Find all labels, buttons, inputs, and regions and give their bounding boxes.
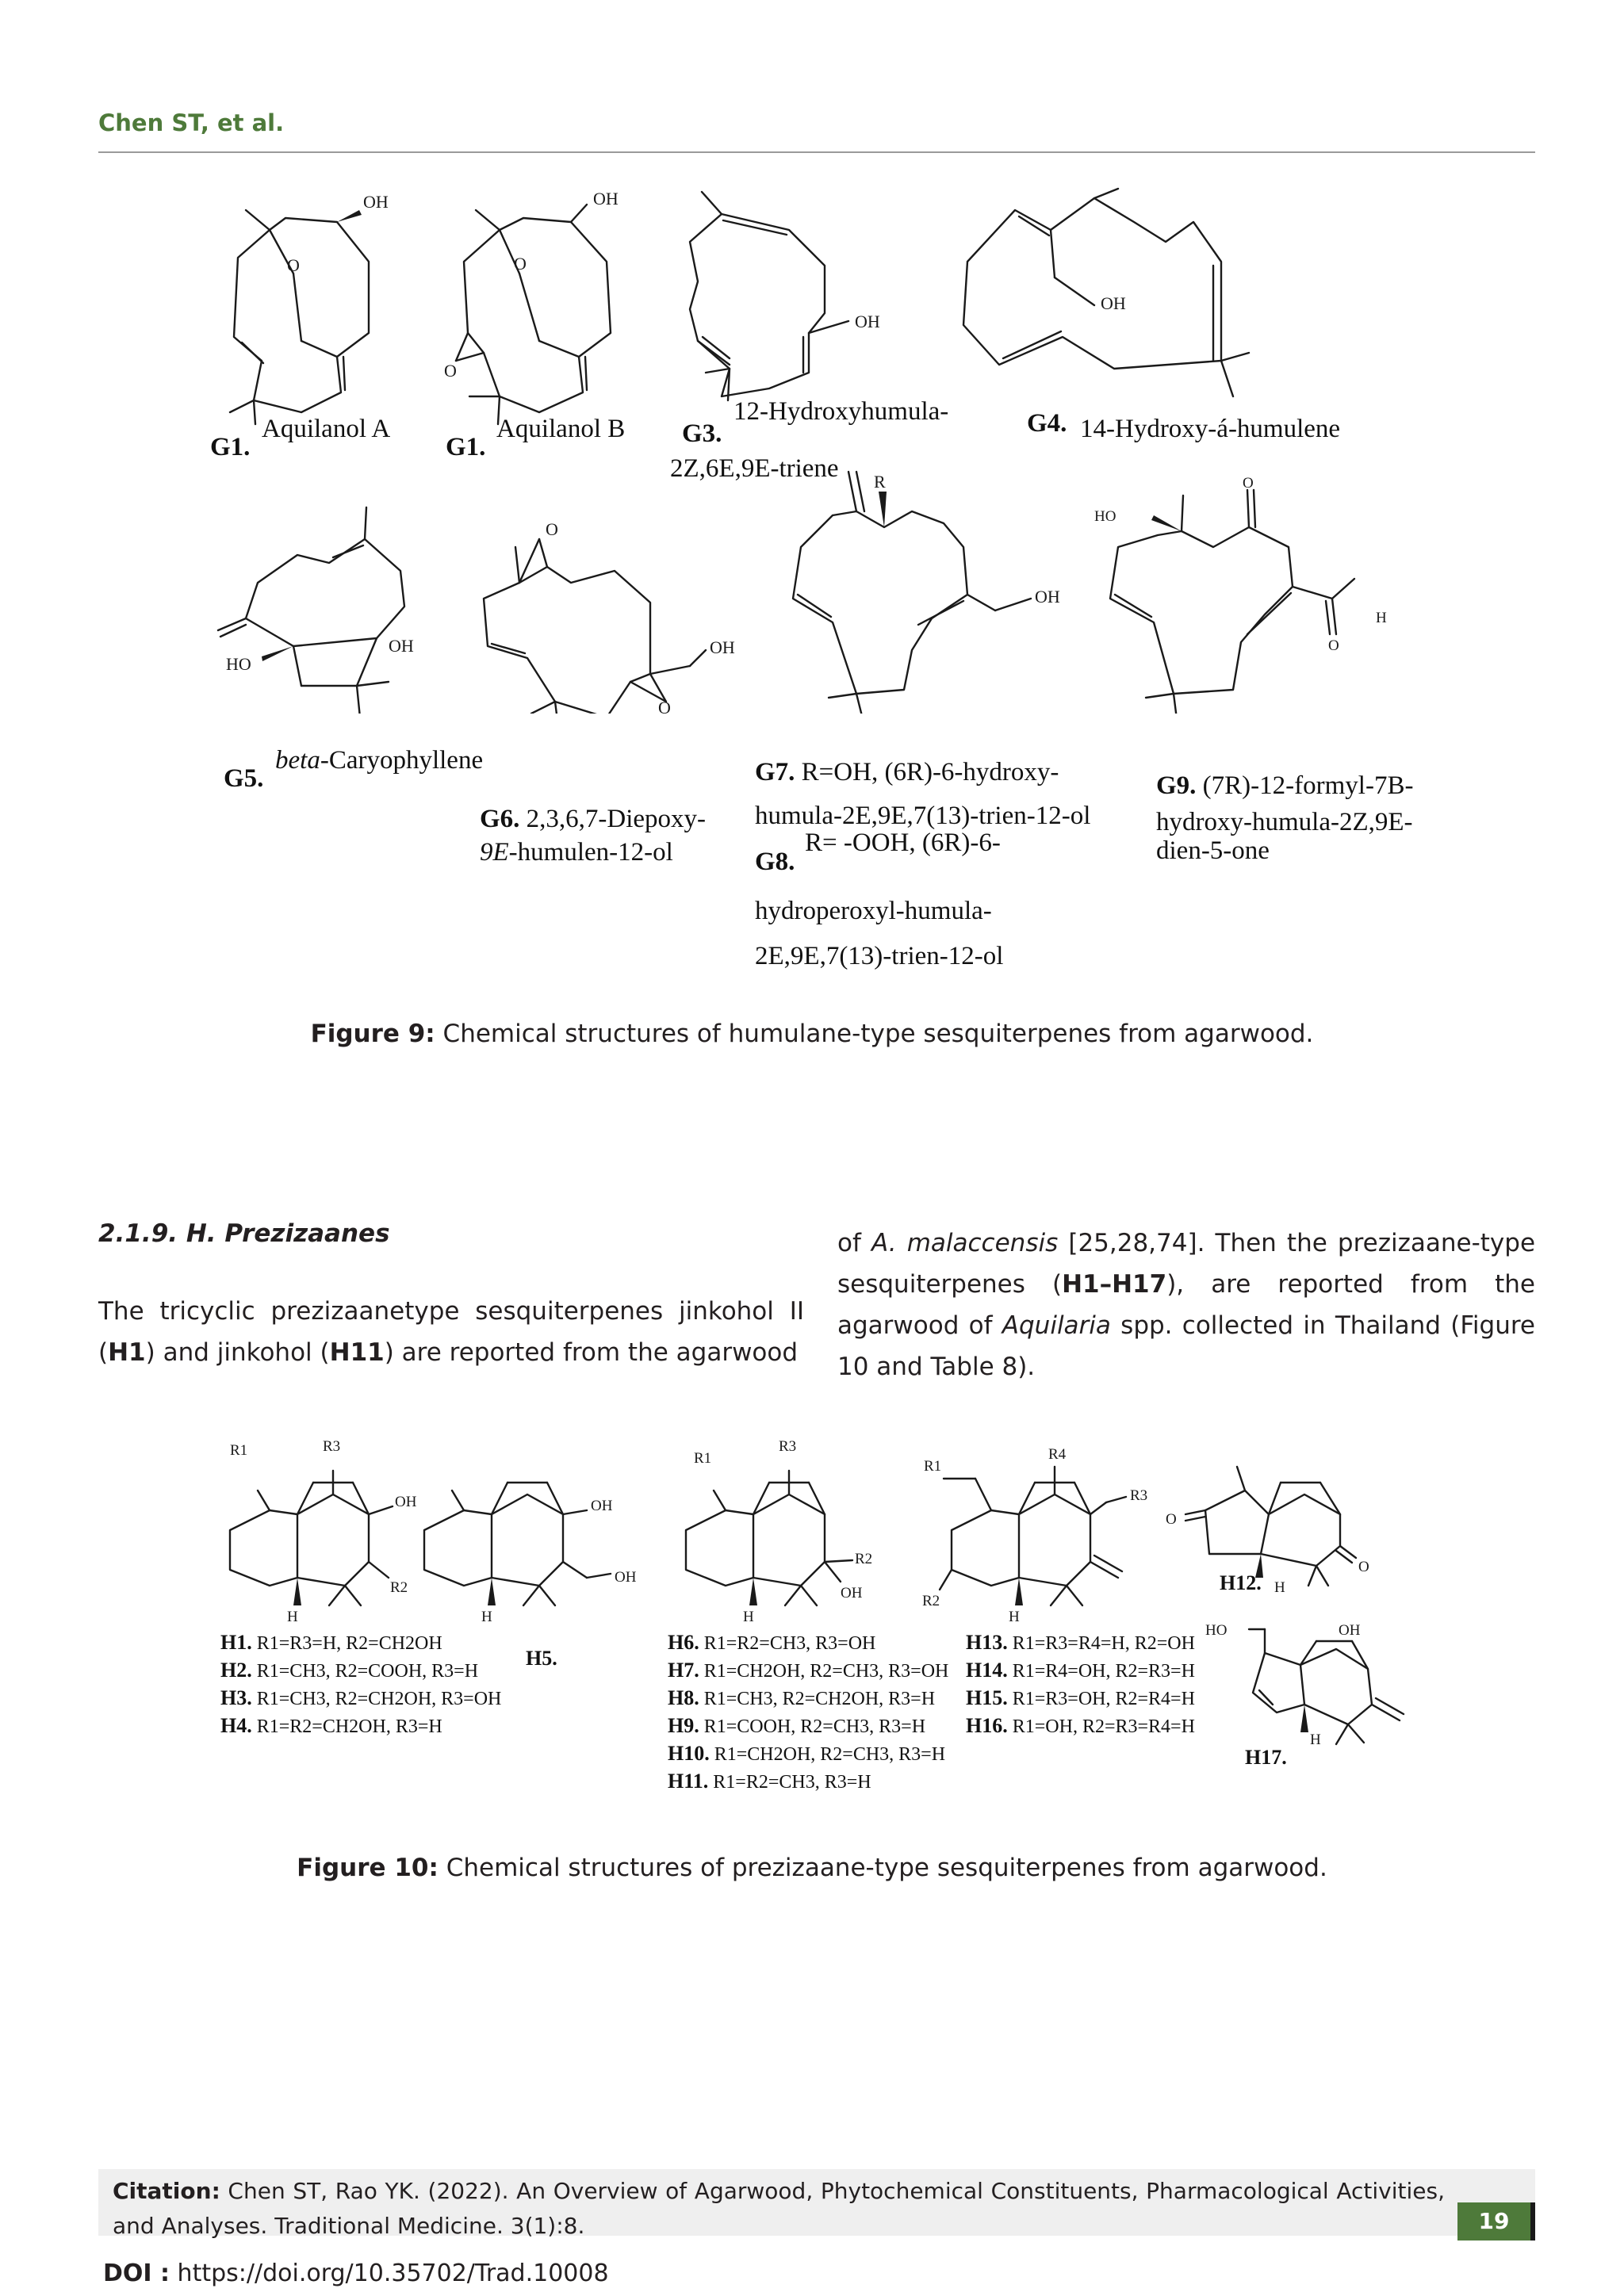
caption-g4: G4.	[1027, 409, 1067, 438]
list-item: H6. R1=R2=CH3, R3=OH	[668, 1631, 876, 1654]
figure9-caption: Figure 9: Chemical structures of humulane-type sesquiterpenes from agarwood.	[310, 1020, 1314, 1048]
caption-g6-name2: 9E-humulen-12-ol	[480, 838, 673, 867]
atom-r2: R2	[922, 1593, 940, 1609]
list-item: H15. R1=R3=OH, R2=R4=H	[966, 1686, 1195, 1709]
structure-g1-aquilanol-b	[444, 189, 619, 424]
paragraph-right: of A. malaccensis [25,28,74]. Then the prezizaane-type sesquiterpenes (H1–H17), are reported from the agarwood of Aquilaria spp. collected in Thailand (Figure 10 and Table 8).	[837, 1229, 1536, 1381]
structure-h6-h11	[686, 1438, 872, 1625]
atom-h: H	[481, 1609, 492, 1625]
structure-h13-h16	[922, 1446, 1147, 1625]
atom-oh: OH	[1101, 293, 1126, 313]
atom-o: O	[1328, 637, 1339, 654]
list-item: H16. R1=OH, R2=R3=R4=H	[966, 1714, 1195, 1737]
structure-h17	[1205, 1622, 1404, 1748]
figure10-h5-label: H5.	[526, 1647, 557, 1670]
atom-o: O	[1166, 1511, 1177, 1528]
atom-o: O	[546, 519, 558, 539]
atom-r4: R4	[1048, 1446, 1067, 1463]
structure-h12	[1166, 1467, 1369, 1596]
caption-g8-name3: 2E,9E,7(13)-trien-12-ol	[755, 942, 1004, 970]
structure-h1-h4	[230, 1438, 417, 1625]
figure10-caption: Figure 10: Chemical structures of prezizaane-type sesquiterpenes from agarwood.	[297, 1854, 1327, 1882]
caption-g9-name3: dien-5-one	[1156, 836, 1270, 865]
structure-g3	[690, 192, 880, 400]
figure10-group2-list	[668, 1629, 948, 1796]
atom-oh: OH	[615, 1569, 637, 1586]
atom-oh: OH	[710, 637, 735, 657]
page-number: 19	[1457, 2202, 1530, 2241]
atom-h: H	[743, 1609, 754, 1625]
caption-g8-name1: R= -OOH, (6R)-6-	[805, 828, 1001, 857]
doi-line: DOI : https://doi.org/10.35702/Trad.10008	[103, 2260, 609, 2287]
figure10-group1-list	[220, 1629, 501, 1740]
atom-r3: R3	[323, 1438, 341, 1455]
atom-o: O	[444, 361, 457, 381]
atom-h: H	[287, 1609, 298, 1625]
figure10-h12-label: H12.	[1220, 1571, 1262, 1594]
list-item: H4. R1=R2=CH2OH, R3=H	[220, 1714, 442, 1737]
list-item: H14. R1=R4=OH, R2=R3=H	[966, 1659, 1195, 1682]
atom-r2: R2	[390, 1579, 408, 1596]
list-item: H13. R1=R3=R4=H, R2=OH	[966, 1631, 1195, 1654]
atom-h: H	[1274, 1579, 1285, 1596]
atom-o: O	[514, 254, 527, 274]
list-item: H3. R1=CH3, R2=CH2OH, R3=OH	[220, 1686, 502, 1709]
paragraph-left: The tricyclic prezizaanetype sesquiterpenes jinkohol II (H1) and jinkohol (H11) are reported from the agarwood	[98, 1297, 804, 1367]
caption-g3-name2: 2Z,6E,9E-triene	[670, 454, 839, 483]
atom-oh: OH	[1339, 1622, 1361, 1639]
citation-text: Citation: Chen ST, Rao YK. (2022). An Overview of Agarwood, Phytochemical Constituents, Pharmacological Activities, and Analyses. Traditional Medicine. 3(1):8.	[113, 2178, 1445, 2239]
caption-g9: G9. (7R)-12-formyl-7B-	[1156, 771, 1414, 800]
atom-r: R	[874, 472, 886, 492]
caption-g8: G8.	[755, 848, 795, 876]
header-rule	[98, 151, 1535, 153]
atom-h: H	[1376, 610, 1387, 626]
atom-o: O	[1243, 475, 1254, 492]
atom-o: O	[658, 698, 671, 714]
atom-oh: OH	[593, 189, 619, 209]
atom-h: H	[1009, 1609, 1020, 1625]
caption-g3: G3.	[682, 419, 722, 448]
atom-oh: OH	[1035, 587, 1060, 607]
figure10-group3-list	[966, 1629, 1195, 1740]
atom-h: H	[1310, 1732, 1321, 1748]
atom-ho: HO	[1205, 1622, 1228, 1639]
atom-r1: R1	[230, 1442, 248, 1459]
structure-h5	[424, 1483, 637, 1625]
caption-g5-name: beta-Caryophyllene	[275, 746, 484, 775]
caption-g7: G7. R=OH, (6R)-6-hydroxy-	[755, 758, 1059, 786]
atom-oh: OH	[395, 1494, 417, 1510]
structure-g9	[1094, 475, 1387, 714]
caption-g8-name2: hydroperoxyl-humula-	[755, 897, 992, 925]
atom-oh: OH	[855, 312, 880, 331]
caption-g9-name2: hydroxy-humula-2Z,9E-	[1156, 808, 1413, 836]
atom-ho: HO	[1094, 508, 1116, 525]
atom-r1: R1	[694, 1450, 712, 1467]
section-title: 2.1.9. H. Prezizaanes	[98, 1219, 390, 1248]
caption-g1a: G1.	[210, 433, 251, 461]
list-item: H10. R1=CH2OH, R2=CH3, R3=H	[668, 1742, 946, 1765]
caption-g1b: G1.	[446, 433, 486, 461]
atom-r3: R3	[1130, 1487, 1148, 1504]
list-item: H2. R1=CH3, R2=COOH, R3=H	[220, 1659, 479, 1682]
list-item: H8. R1=CH3, R2=CH2OH, R3=H	[668, 1686, 936, 1709]
figure10-structures	[214, 1435, 1451, 1625]
structure-g6	[484, 519, 735, 714]
structure-g4	[963, 189, 1249, 396]
caption-g1b-name: Aquilanol B	[496, 415, 626, 443]
atom-oh: OH	[363, 192, 389, 212]
atom-o: O	[287, 255, 300, 275]
figure10-h17-label: H17.	[1245, 1746, 1287, 1769]
doi-link[interactable]: https://doi.org/10.35702/Trad.10008	[170, 2260, 609, 2287]
atom-oh: OH	[389, 636, 414, 656]
atom-oh: OH	[841, 1585, 863, 1601]
running-header-author: Chen ST, et al.	[98, 109, 285, 136]
caption-g4-name: 14-Hydroxy-á-humulene	[1080, 415, 1341, 443]
caption-g1a-name: Aquilanol A	[262, 415, 391, 443]
structure-g1-aquilanol-a	[230, 192, 389, 424]
list-item: H7. R1=CH2OH, R2=CH3, R3=OH	[668, 1659, 949, 1682]
caption-g7-name2: humula-2E,9E,7(13)-trien-12-ol	[755, 802, 1091, 830]
caption-g6: G6. 2,3,6,7-Diepoxy-	[480, 805, 707, 833]
page-number-edge	[1530, 2202, 1535, 2241]
caption-g3-name1: 12-Hydroxyhumula-	[733, 397, 949, 426]
atom-o: O	[1358, 1559, 1369, 1575]
list-item: H1. R1=R3=H, R2=CH2OH	[220, 1631, 442, 1654]
atom-r1: R1	[924, 1458, 942, 1475]
atom-r2: R2	[855, 1551, 873, 1567]
atom-ho: HO	[226, 654, 251, 674]
structure-g7-g8	[793, 472, 1060, 714]
figure10-structure-h17	[1205, 1617, 1443, 1768]
atom-oh: OH	[591, 1498, 613, 1514]
structure-g5	[218, 507, 414, 714]
atom-r3: R3	[779, 1438, 797, 1455]
list-item: H9. R1=COOH, R2=CH3, R3=H	[668, 1714, 926, 1737]
caption-g5: G5.	[224, 764, 264, 793]
list-item: H11. R1=R2=CH3, R3=H	[668, 1770, 871, 1793]
